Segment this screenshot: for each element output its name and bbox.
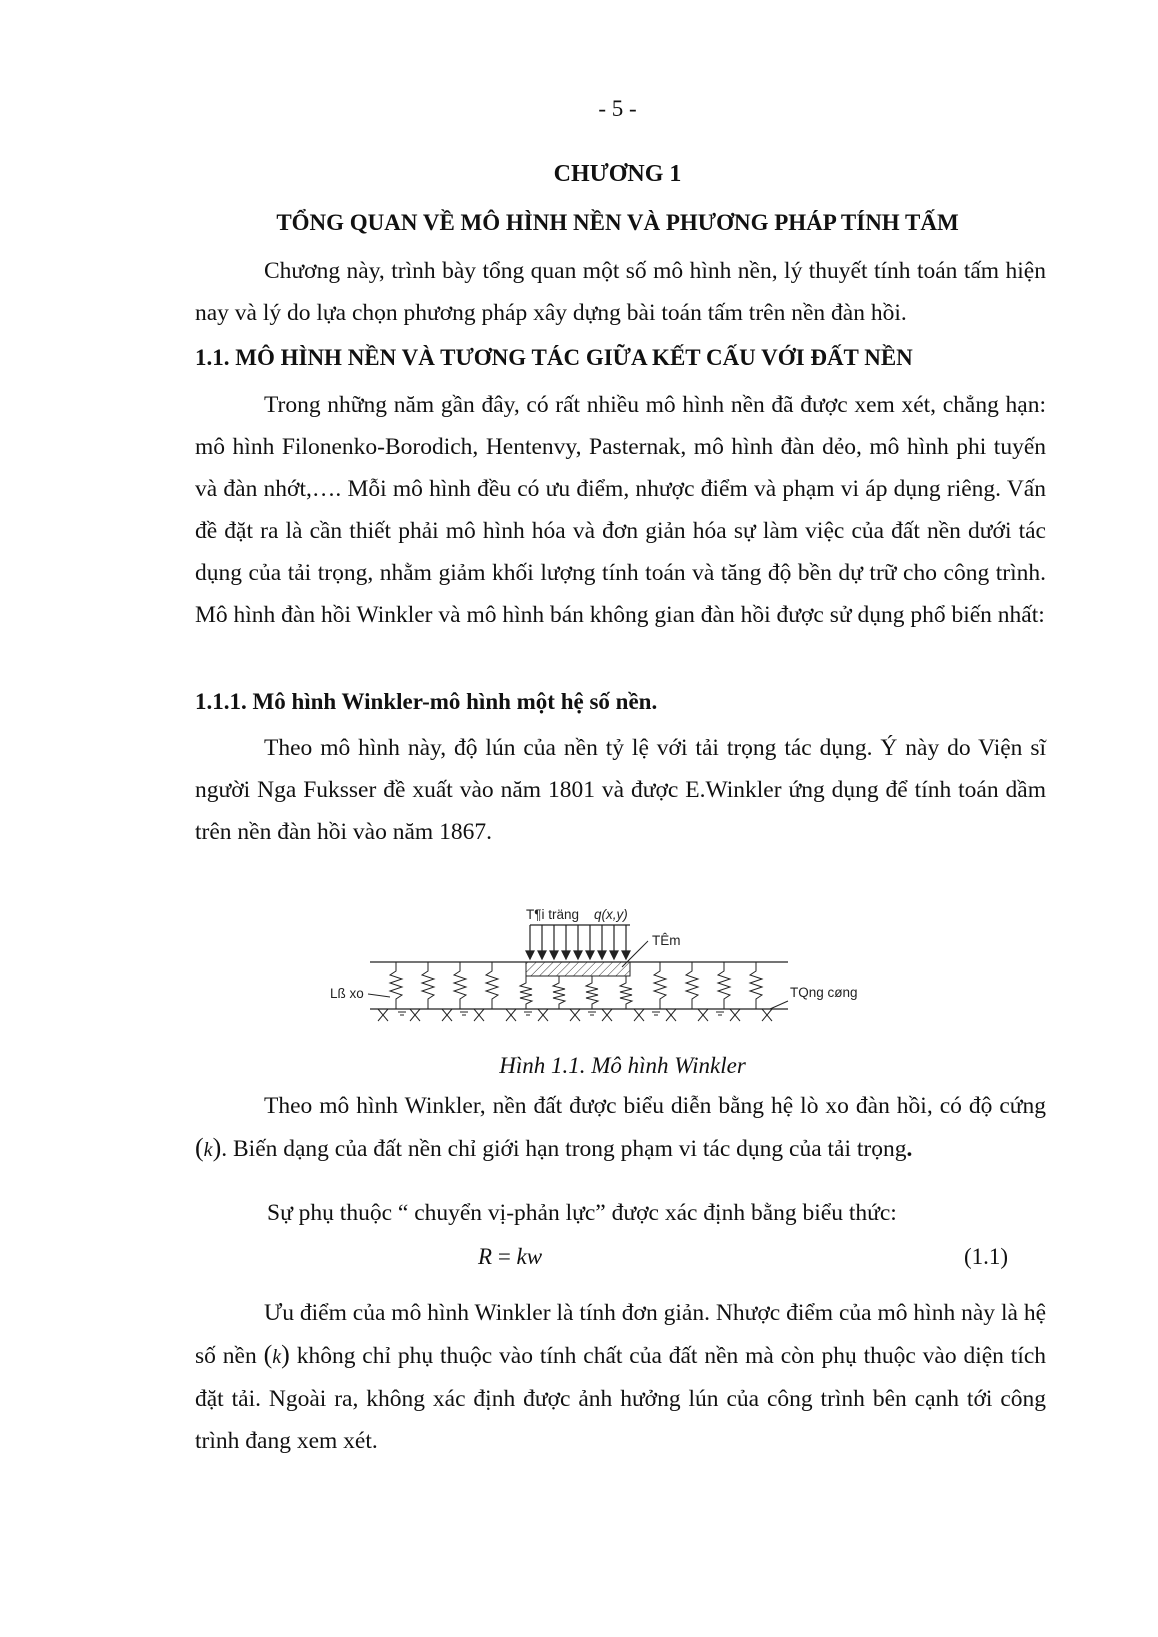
ground-label: TQng cøng — [790, 985, 858, 1000]
chapter-heading: CHƯƠNG 1 — [553, 161, 682, 187]
plate-label: TÊm — [652, 933, 681, 948]
load-arrows — [526, 925, 630, 959]
chapter-title: TỔNG QUAN VỀ MÔ HÌNH NỀN VÀ PHƯƠNG PHÁP TÍNH TẤM — [276, 210, 959, 235]
open-paren: ( — [195, 1133, 204, 1162]
equation-lhs: R — [478, 1244, 493, 1269]
load-arrow — [622, 925, 630, 959]
spring — [686, 962, 698, 1009]
spring — [390, 962, 402, 1009]
spring — [620, 976, 632, 1009]
load-arrow — [526, 925, 534, 959]
dependency-text: Sự phụ thuộc “ chuyển vị-phản lực” được xác định bằng biểu thức: — [267, 1200, 897, 1226]
models-paragraph — [195, 384, 1046, 636]
load-arrow — [598, 925, 606, 959]
spring — [553, 976, 565, 1009]
equation-rhs: kw — [516, 1244, 543, 1269]
winkler-text-b: . Biến dạng của đất nền chỉ giới hạn trong phạm vi tác dụng của tải trọng — [221, 1136, 907, 1162]
intro-text: Chương này, trình bày tổng quan một số mô hình nền, lý thuyết tính toán tấm hiện nay và lý do lựa chọn phương pháp xây dựng bài toán tấm trên nền đàn hồi. — [195, 258, 1046, 326]
load-arrow — [538, 925, 546, 959]
dependency-paragraph — [267, 1192, 1067, 1234]
open-paren: ( — [263, 1340, 273, 1369]
spring — [718, 962, 730, 1009]
section-heading-1-1: 1.1. MÔ HÌNH NỀN VÀ TƯƠNG TÁC GIỮA KẾT CẤU VỚI ĐẤT NỀN — [195, 345, 913, 370]
load-arrow — [586, 925, 594, 959]
theory-text: Theo mô hình này, độ lún của nền tỷ lệ với tải trọng tác dụng. Ý này do Viện sĩ người Nga Fuksser đề xuất vào năm 1801 và được E.Winkler ứng dụng để tính toán dầm trên nền đàn hồi vào năm 1867. — [195, 735, 1046, 845]
winkler-figure — [330, 905, 930, 1030]
pros-text-b: không chỉ phụ thuộc vào tính chất của đất nền mà còn phụ thuộc vào diện tích đặt tải. Ngoài ra, không xác định được ảnh hưởng lún của công trình bên cạnh tới công trình đang xem xét. — [195, 1343, 1047, 1454]
spring-leader — [368, 994, 390, 997]
winkler-end: . — [906, 1136, 913, 1162]
k-symbol: k — [272, 1346, 282, 1368]
spring — [520, 976, 532, 1009]
close-paren: ) — [281, 1340, 290, 1369]
intro-paragraph — [195, 250, 1046, 334]
plate — [526, 962, 630, 976]
theory-paragraph — [195, 727, 1046, 853]
load-arrow — [550, 925, 558, 959]
spring — [454, 962, 466, 1009]
equation-number: (1.1) — [964, 1244, 1009, 1269]
load-arrow — [574, 925, 582, 959]
pros-text-a: Ưu điểm của mô hình Winkler là tính đơn giản. Nhược điểm của mô hình này là hệ số nền — [195, 1300, 1046, 1369]
models-text: Trong những năm gần đây, có rất nhiều mô hình nền đã được xem xét, chẳng hạn: mô hình Filonenko-Borodich, Hentenvy, Pasternak, mô hình đàn dẻo, mô hình phi tuyến và đàn nhớt,…. Mỗi mô hình đều có ưu điểm, nhược điểm và phạm vi áp dụng riêng. Vấn đề đặt ra là cần thiết phải mô hình hóa và đơn giản hóa sự làm việc của đất nền dưới tác dụng của tải trọng, nhằm giảm khối lượng tính toán và tăng độ bền dự trữ cho công trình. Mô hình đàn hồi Winkler và mô hình bán không gian đàn hồi được sử dụng phổ biến nhất: — [195, 392, 1046, 628]
winkler-paragraph — [195, 1085, 1046, 1171]
load-variable: q(x,y) — [594, 907, 628, 922]
spring — [654, 962, 666, 1009]
spring — [750, 962, 762, 1009]
ground-leader — [770, 1001, 788, 1009]
pros-paragraph — [195, 1292, 1046, 1462]
equation-operator: = — [492, 1244, 517, 1269]
section-heading-1-1-1: 1.1.1. Mô hình Winkler-mô hình một hệ số nền. — [195, 689, 658, 714]
spring — [422, 962, 434, 1009]
close-paren: ) — [212, 1133, 222, 1162]
rigid-layer-hatch — [378, 1009, 772, 1021]
spring — [486, 962, 498, 1009]
load-label: T¶i träng — [526, 907, 580, 922]
k-symbol: k — [203, 1139, 213, 1161]
page-number: - 5 - — [598, 96, 637, 121]
figure-caption: Hình 1.1. Mô hình Winkler — [499, 1053, 746, 1078]
load-arrow — [562, 925, 570, 959]
spring-label: Lß xo — [330, 986, 364, 1001]
equation — [478, 1244, 542, 1270]
winkler-text-a: Theo mô hình Winkler, nền đất được biểu diễn bằng hệ lò xo đàn hồi, có độ cứng — [264, 1093, 1046, 1119]
load-arrow — [610, 925, 618, 959]
winkler-diagram — [330, 905, 930, 1030]
spring — [586, 976, 598, 1009]
